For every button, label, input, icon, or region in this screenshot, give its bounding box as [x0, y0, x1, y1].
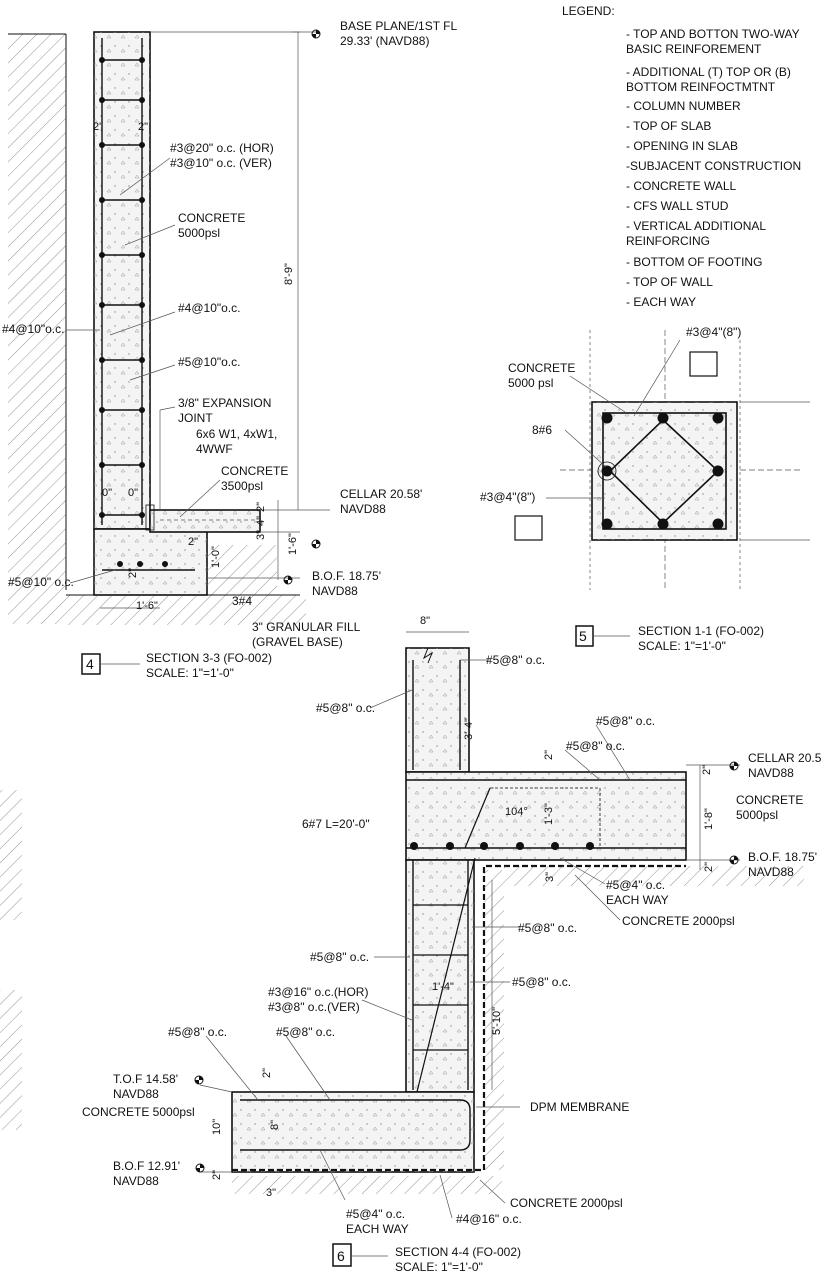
section-title: SECTION 3-3 (FO-002): [146, 651, 273, 665]
dim-3-a: 3": [544, 871, 556, 882]
concrete-label: CONCRETE: [736, 793, 804, 807]
tof-datum: NAVD88: [113, 1087, 159, 1101]
dim-1-8: 1'-8": [703, 808, 715, 830]
dim-104: 104°: [505, 806, 528, 818]
legend-item: -SUBJACENT CONSTRUCTION: [626, 159, 802, 173]
bars-label: 8#6: [532, 423, 553, 437]
dim-height: 8'-9": [283, 263, 295, 285]
dim-0b: 0": [128, 487, 139, 499]
dim-1-4: 1'-4": [432, 981, 454, 993]
base-plane-elevation: 29.33' (NAVD88): [340, 34, 430, 48]
dim-2-f: 2": [261, 1067, 273, 1078]
legend-item: BASIC REINFOREMENT: [626, 42, 762, 56]
dim-2-top: 2": [543, 749, 555, 760]
rebar-left-top-label: #5@8" o.c.: [316, 701, 376, 715]
section-number: 5: [579, 628, 587, 644]
rebar-footing-1-label: #5@8" o.c.: [168, 1025, 228, 1039]
section-scale: SCALE: 1"=1'-0": [395, 1260, 483, 1274]
legend-item: - ADDITIONAL (T) TOP OR (B): [626, 65, 791, 79]
legend-item: - EACH WAY: [626, 295, 697, 309]
section-title: SECTION 4-4 (FO-002): [395, 1245, 522, 1259]
legend-item: - BOTTOM OF FOOTING: [626, 255, 763, 269]
base-plane-label: BASE PLANE/1ST FL: [340, 19, 458, 33]
dim-4: 4": [255, 515, 267, 526]
rebar-ver-label: #3@8" o.c.(VER): [268, 1000, 360, 1014]
concrete-psi-label: 5000 psl: [508, 376, 554, 390]
dim-3-b: 3": [266, 1187, 277, 1199]
dim-3-4: 3'-4": [463, 718, 475, 740]
gravel-label-2: (GRAVEL BASE): [252, 635, 343, 649]
dim-1-6-vert: 1'-6": [287, 533, 299, 555]
cellar-datum: NAVD88: [748, 766, 794, 780]
dim-2-g: 2": [211, 1169, 223, 1180]
dim-8-f: 8": [269, 1119, 281, 1130]
concrete-2000b-label: CONCRETE 2000psl: [510, 1196, 623, 1210]
footing-rebar-label: #5@10" o.c.: [8, 575, 74, 589]
dpm-membrane-label: DPM MEMBRANE: [530, 1100, 630, 1114]
legend-item: BOTTOM REINFOCTMTNT: [626, 80, 776, 94]
rebar-hor-label: #3@20" o.c. (HOR): [170, 141, 274, 155]
dim-2e: 2": [127, 567, 139, 578]
dim-8: 8": [420, 615, 431, 627]
legend-item: REINFORCING: [626, 234, 710, 248]
tof-elevation: T.O.F 14.58': [113, 1072, 178, 1086]
section-title: SECTION 1-1 (FO-002): [638, 624, 765, 638]
dim-2d: 2": [188, 536, 199, 548]
ew-rebar-label: #5@4" o.c.: [606, 878, 666, 892]
concrete-2000-label: CONCRETE 2000psl: [622, 914, 735, 928]
rebar-hor-label: #3@16" o.c.(HOR): [268, 985, 369, 999]
dim-2b: 2": [138, 121, 149, 133]
rebar-footing-2-label: #5@8" o.c.: [276, 1025, 336, 1039]
rebar-slab-1-label: #5@8" o.c.: [596, 714, 656, 728]
rebar-wall-out-label: #5@8" o.c.: [512, 975, 572, 989]
legend-item: - CFS WALL STUD: [626, 199, 729, 213]
rebar-slab-2-label: #5@8" o.c.: [566, 739, 626, 753]
gravel-label: 3" GRANULAR FILL: [252, 620, 361, 634]
rebar-4-label: #4@10"o.c.: [178, 301, 241, 315]
concrete-label: CONCRETE: [508, 361, 576, 375]
rebar-wall-left-label: #5@8" o.c.: [310, 950, 370, 964]
section-1-1-drawing: [515, 330, 810, 646]
cellar-elevation: CELLAR 20.5: [748, 751, 822, 765]
cellar-datum: NAVD88: [340, 502, 386, 516]
rebar-4-outer-label: #4@10"o.c.: [2, 322, 65, 336]
dim-2-r1: 2": [701, 764, 713, 775]
rebar-16-label: #4@16" o.c.: [456, 1212, 522, 1226]
legend-item: - TOP OF SLAB: [626, 119, 712, 133]
slab-concrete-label: CONCRETE: [221, 464, 289, 478]
rebar-top-label: #5@8" o.c.: [486, 653, 546, 667]
dim-2-r2: 2": [703, 861, 715, 872]
section-number: 4: [86, 656, 94, 672]
dim-1-0: 1'-0": [210, 546, 222, 568]
footing-concrete-label: CONCRETE 5000psl: [82, 1105, 195, 1119]
legend-item: - OPENING IN SLAB: [626, 139, 739, 153]
legend-item: - TOP AND BOTTON TWO-WAY: [626, 27, 800, 41]
legend-item: - TOP OF WALL: [626, 275, 713, 289]
concrete-psi-label: 5000psl: [736, 808, 779, 822]
dim-5-10: 5'-10": [491, 1006, 503, 1035]
wwf-label-2: 4WWF: [196, 442, 233, 456]
dim-1-3: 1'-3": [543, 803, 555, 825]
cellar-elevation: CELLAR 20.58': [340, 487, 423, 501]
legend-item: - CONCRETE WALL: [626, 179, 737, 193]
bof-elevation: B.O.F. 18.75': [312, 569, 381, 583]
expansion-joint-label-2: JOINT: [178, 411, 213, 425]
expansion-joint-label: 3/8" EXPANSION: [178, 396, 272, 410]
rebar-5-label: #5@10"o.c.: [178, 355, 241, 369]
bof-datum: NAVD88: [748, 865, 794, 879]
rebar-wall-in-label: #5@8" o.c.: [518, 921, 578, 935]
legend-item: - COLUMN NUMBER: [626, 99, 741, 113]
tie-top-label: #3@4"(8"): [686, 325, 742, 339]
dim-10-f: 10": [211, 1118, 223, 1135]
bof2-datum: NAVD88: [113, 1174, 159, 1188]
dim-0a: 0": [102, 487, 113, 499]
concrete-psi-label: 5000psl: [178, 226, 221, 240]
section-scale: SCALE: 1"=1'-0": [638, 639, 726, 653]
concrete-label: CONCRETE: [178, 211, 246, 225]
legend: [562, 4, 801, 309]
bof2-elevation: B.O.F 12.91': [113, 1159, 180, 1173]
tie-left-label: #3@4"(8"): [480, 490, 536, 504]
bars-label: 6#7 L=20'-0": [302, 817, 370, 831]
footing-bar-label: 3#4: [232, 594, 253, 608]
bof-datum: NAVD88: [312, 584, 358, 598]
slab-psi-label: 3500psl: [221, 479, 264, 493]
legend-item: - VERTICAL ADDITIONAL: [626, 219, 767, 233]
dim-2c: 2": [255, 501, 267, 512]
legend-title: LEGEND:: [562, 4, 615, 18]
bof-elevation: B.O.F. 18.75': [748, 850, 817, 864]
section-number: 6: [337, 1248, 345, 1264]
dim-3: 3": [255, 529, 267, 540]
dim-2a: 2": [93, 121, 104, 133]
rebar-ver-label: #3@10" o.c. (VER): [170, 156, 272, 170]
section-scale: SCALE: 1"=1'-0": [146, 666, 234, 680]
ew2-rebar-label: #5@4" o.c.: [346, 1207, 406, 1221]
dim-footing-width: 1'-6": [136, 600, 158, 612]
ew2-label: EACH WAY: [346, 1222, 409, 1236]
wwf-label: 6x6 W1, 4xW1,: [196, 427, 278, 441]
ew-label: EACH WAY: [606, 893, 669, 907]
